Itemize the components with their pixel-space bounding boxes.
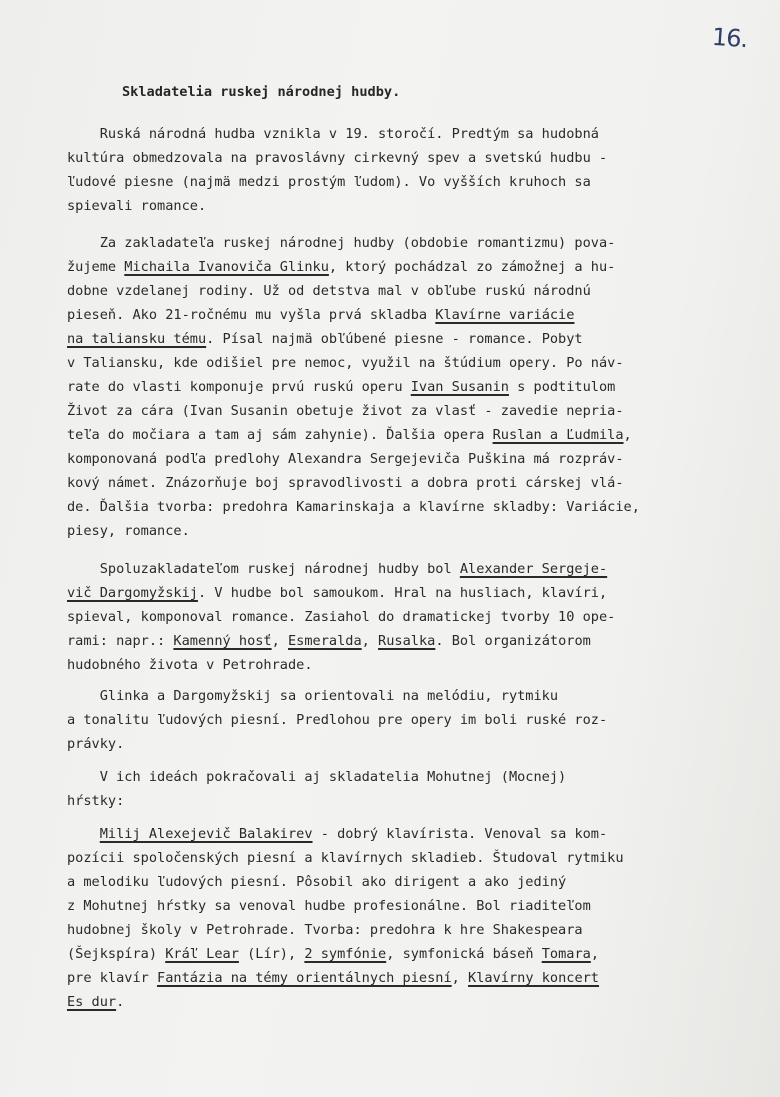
text-segment: (Šejkspíra) <box>67 946 166 962</box>
text-segment: piesy, romance. <box>67 523 190 539</box>
text-segment: Spoluzakladateľom ruskej národnej hudby bol <box>67 561 460 577</box>
text-segment: pieseň. Ako 21-ročnému mu vyšla prvá skladba <box>67 307 436 323</box>
text-segment: pre klavír <box>67 970 158 986</box>
text-segment: Život za cára (Ivan Susanin obetuje život za vlasť - zavedie nepria- <box>67 403 624 419</box>
text-segment: . <box>116 994 125 1010</box>
text-line <box>67 170 591 194</box>
text-segment: V ich ideách pokračovali aj skladatelia Mohutnej (Mocnej) <box>67 769 567 785</box>
underlined-term: vič Dargomyžskij <box>67 585 198 601</box>
text-line <box>67 765 566 789</box>
text-line <box>67 327 583 351</box>
text-line <box>67 942 599 966</box>
text-segment: rami: napr.: <box>67 633 174 649</box>
text-segment <box>67 826 100 842</box>
underlined-term: Klavírne variácie <box>435 307 575 323</box>
text-line <box>67 822 607 846</box>
text-segment: ľudové piesne (najmä medzi prostým ľudom). Vo vyšších kruhoch sa <box>67 174 591 190</box>
text-line <box>67 194 206 218</box>
text-segment: (Lír), <box>238 946 305 962</box>
handwritten-page-number: 16. <box>711 22 749 54</box>
underlined-term: Rusalka <box>378 633 436 649</box>
text-segment: komponovaná podľa predlohy Alexandra Sergejeviča Puškina má rozpráv- <box>67 451 624 467</box>
underlined-term: na taliansku tému <box>67 331 207 347</box>
text-line <box>67 471 624 495</box>
text-segment: a melodiku ľudových piesní. Pôsobil ako dirigent a ako jediný <box>67 874 567 890</box>
text-segment: pozícii spoločenských piesní a klavírnych skladieb. Študoval rytmiku <box>67 850 624 866</box>
underlined-term: Ruslan a Ľudmila <box>492 427 624 443</box>
underlined-term: Esmeralda <box>288 633 362 649</box>
underlined-term: Tomara <box>541 946 591 962</box>
document-title: Skladatelia ruskej národnej hudby. <box>122 84 401 100</box>
text-line <box>67 732 124 756</box>
text-segment: hŕstky: <box>67 793 125 809</box>
text-segment: právky. <box>67 736 125 752</box>
text-segment: , <box>271 633 288 649</box>
text-line <box>67 303 574 327</box>
text-line <box>67 918 583 942</box>
text-line <box>67 629 591 653</box>
text-line <box>67 279 591 303</box>
text-segment: Ruská národná hudba vznikla v 19. storočí. Predtým sa hudobná <box>67 126 599 142</box>
text-line <box>67 870 566 894</box>
text-line <box>67 519 190 543</box>
text-segment: hudobného života v Petrohrade. <box>67 657 313 673</box>
underlined-term: Klavírny koncert <box>468 970 599 986</box>
text-segment: , symfonická báseň <box>386 946 542 962</box>
text-line <box>67 399 624 423</box>
text-segment: de. Ďalšia tvorba: predohra Kamarinskaja a klavírne skladby: Variácie, <box>67 499 640 515</box>
text-segment: . Bol organizátorom <box>435 633 591 649</box>
text-segment: - dobrý klavírista. Venoval sa kom- <box>312 826 608 842</box>
text-line <box>67 894 591 918</box>
text-segment: . V hudbe bol samoukom. Hral na husliach, klavíri, <box>197 585 608 601</box>
text-segment: a tonalitu ľudových piesní. Predlohou pre opery im boli ruské roz- <box>67 712 608 728</box>
text-segment: spieval, komponoval romance. Zasiahol do dramatickej tvorby 10 ope- <box>67 609 616 625</box>
text-line <box>67 605 615 629</box>
text-line <box>67 684 558 708</box>
underlined-term: Es dur <box>67 994 117 1010</box>
text-line <box>67 557 607 581</box>
text-line <box>67 966 599 990</box>
text-segment: Za zakladateľa ruskej národnej hudby (obdobie romantizmu) pova- <box>67 235 616 251</box>
text-segment: , <box>590 946 600 962</box>
underlined-term: Kráľ Lear <box>165 946 239 962</box>
underlined-term: 2 symfónie <box>304 946 387 962</box>
text-segment: , <box>623 427 632 443</box>
text-line <box>67 447 624 471</box>
text-segment: dobne vzdelanej rodiny. Už od detstva mal v obľube ruskú národnú <box>67 283 591 299</box>
text-line <box>67 990 124 1014</box>
text-line <box>67 653 313 677</box>
text-segment: Glinka a Dargomyžskij sa orientovali na melódiu, rytmiku <box>67 688 559 704</box>
text-segment: , <box>361 633 379 649</box>
text-segment: teľa do močiara a tam aj sám zahynie). Ďalšia opera <box>67 427 493 443</box>
text-segment: , ktorý pochádzal zo zámožnej a hu- <box>328 259 616 275</box>
text-segment: . Písal najmä obľúbené piesne - romance. Pobyt <box>206 331 583 347</box>
text-segment: rate do vlasti komponuje prvú ruskú operu <box>67 379 411 395</box>
text-line <box>67 231 615 255</box>
underlined-term: Michaila Ivanoviča Glinku <box>124 259 329 275</box>
text-segment: kultúra obmedzovala na pravoslávny cirkevný spev a svetskú hudbu - <box>67 150 608 166</box>
text-line <box>67 255 615 279</box>
text-line <box>67 846 624 870</box>
text-line <box>67 122 599 146</box>
text-line <box>67 423 632 447</box>
text-segment: kový námet. Znázorňuje boj spravodlivosti a dobra proti cárskej vlá- <box>67 475 624 491</box>
underlined-term: Kamenný hosť <box>173 633 272 649</box>
text-segment: hudobnej školy v Petrohrade. Tvorba: predohra k hre Shakespeara <box>67 922 583 938</box>
text-segment: žujeme <box>67 259 125 275</box>
text-line <box>67 146 607 170</box>
text-line <box>67 495 640 519</box>
text-segment: s podtitulom <box>508 379 616 395</box>
text-line <box>67 351 624 375</box>
text-segment: spievali romance. <box>67 198 207 214</box>
text-line <box>67 789 124 813</box>
text-segment: , <box>451 970 469 986</box>
text-line <box>67 581 607 605</box>
underlined-term: Alexander Sergeje- <box>459 561 608 577</box>
underlined-term: Fantázia na témy orientálnych piesní <box>157 970 452 986</box>
text-line <box>67 708 607 732</box>
text-segment: z Mohutnej hŕstky sa venoval hudbe profesionálne. Bol riaditeľom <box>67 898 591 914</box>
underlined-term: Milij Alexejevič Balakirev <box>99 826 313 842</box>
underlined-term: Ivan Susanin <box>410 379 509 395</box>
text-segment: v Taliansku, kde odišiel pre nemoc, využil na štúdium opery. Po náv- <box>67 355 624 371</box>
text-line <box>67 375 615 399</box>
